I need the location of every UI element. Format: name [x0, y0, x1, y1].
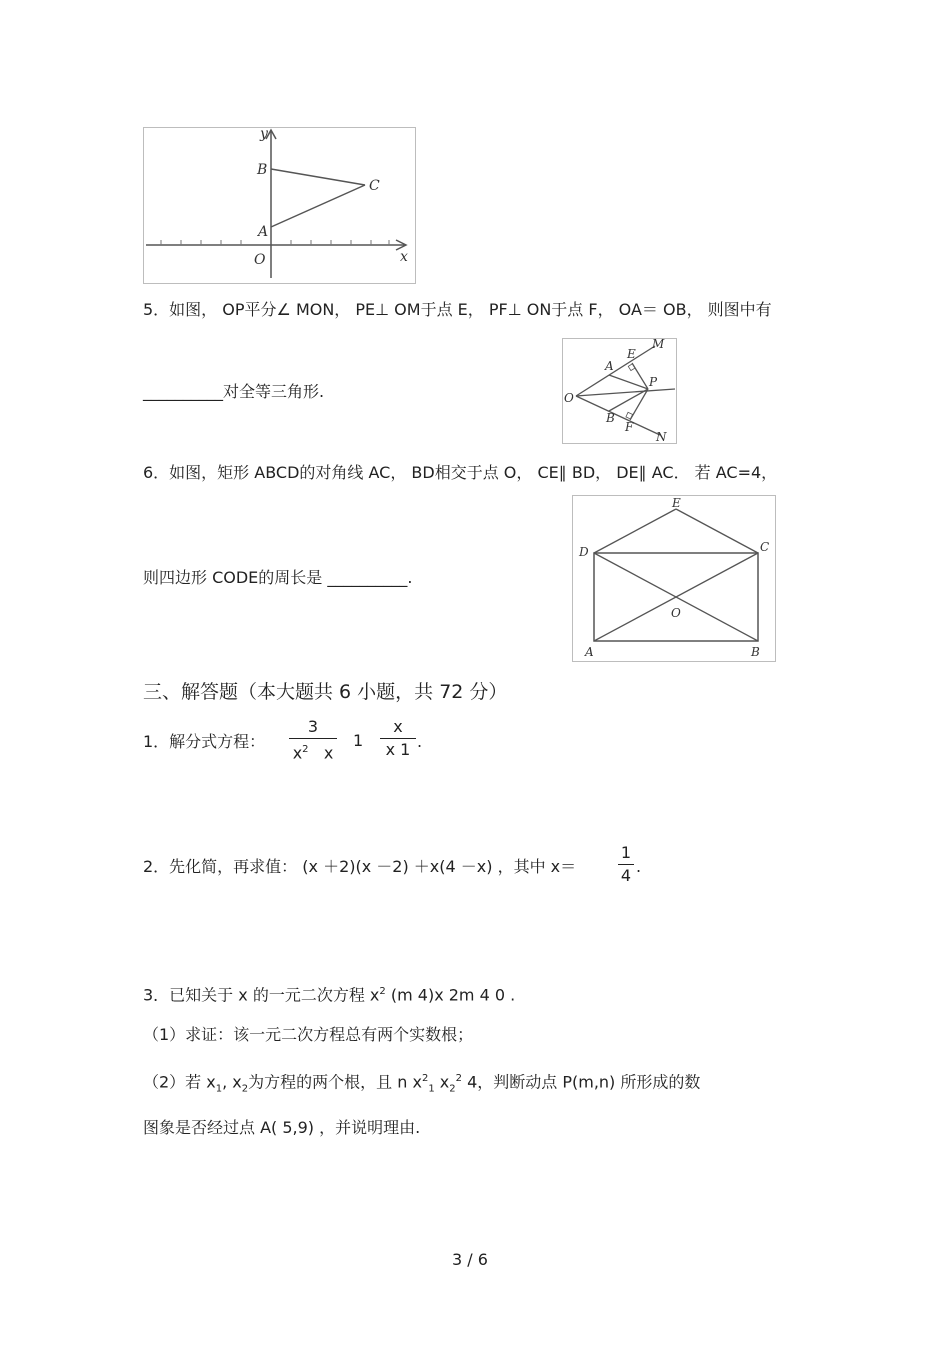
- p2-fraction: [618, 844, 634, 885]
- label-a: A: [605, 359, 614, 373]
- p3-part2-s2: 2: [241, 1083, 249, 1095]
- p1-frac1-den-sup: 2: [302, 744, 309, 755]
- label-n: N: [656, 430, 667, 443]
- label-o: O: [671, 606, 681, 620]
- q6-line2: [143, 568, 412, 588]
- label-f: F: [625, 420, 634, 434]
- p1-frac1-den-x: x: [292, 743, 303, 763]
- fraction-bar: [289, 738, 337, 739]
- label-b: B: [257, 162, 268, 178]
- q5-line1: 5．如图， OP平分∠ MON， PE⊥ OM于点 E， PF⊥ ON于点 F， OA＝ OB， 则图中有: [143, 300, 772, 319]
- figure-rectangle: [572, 495, 776, 662]
- p3-part2-sup2: 2: [455, 1073, 462, 1084]
- label-c: C: [369, 178, 380, 194]
- p3-part2-sup1: 2: [421, 1073, 429, 1084]
- p3-part2-line1: [143, 1069, 700, 1100]
- label-y: y: [260, 128, 268, 142]
- p3-line1-pre: 3．已知关于 x 的一元二次方程 x: [143, 985, 380, 1005]
- label-m: M: [652, 339, 665, 351]
- p3-part2-line2: 图象是否经过点 A( 5,9) ，并说明理由.: [143, 1118, 421, 1137]
- segment-bc: [271, 169, 365, 185]
- figure-angle-bisector: [562, 338, 677, 444]
- p1-middle: 1: [353, 731, 364, 750]
- p3-part2-c: 4，判断动点 P(m,n) 所形成的数: [462, 1072, 701, 1092]
- p2-text: 2．先化简，再求值： (x ＋2)(x －2) ＋x(4 －x) ，其中 x＝: [143, 857, 577, 876]
- label-e: E: [627, 347, 636, 361]
- p2-frac-denominator: 4: [620, 866, 632, 885]
- p1-frac2-denominator: x 1: [385, 740, 411, 759]
- p3-part1: （1）求证：该一元二次方程总有两个实数根；: [143, 1025, 474, 1044]
- q6-line1: 6．如图，矩形 ABCD的对角线 AC， BD相交于点 O， CE∥ BD， DE∥ AC． 若 AC=4，: [143, 463, 778, 482]
- label-x: x: [400, 249, 408, 265]
- label-o: O: [564, 391, 574, 405]
- angle-bisector-svg: [563, 339, 676, 443]
- p3-line1-post: (m 4)x 2m 4 0 .: [385, 985, 516, 1005]
- fraction-bar: [380, 738, 416, 739]
- p3-part2-mid: , x: [222, 1072, 242, 1092]
- label-d: D: [579, 545, 589, 559]
- p3-line1: [143, 982, 515, 1005]
- q6-blank: __________: [327, 568, 408, 587]
- p2-frac-numerator: 1: [620, 843, 632, 862]
- p1-prefix: 1．解分式方程：: [143, 732, 266, 751]
- label-o: O: [254, 252, 266, 268]
- label-e: E: [672, 496, 681, 510]
- label-b: B: [606, 411, 615, 425]
- ray-om: [576, 346, 655, 396]
- ray-on: [576, 396, 660, 435]
- p1-frac1-den-rest: x: [323, 743, 334, 763]
- page-number: 3 / 6: [452, 1250, 488, 1269]
- p1-end: .: [417, 732, 423, 751]
- p1-fraction-1: [289, 718, 337, 762]
- label-a: A: [585, 645, 594, 659]
- section-3-title: 三、解答题（本大题共 6 小题，共 72 分）: [143, 681, 508, 703]
- q6-line2-text: 则四边形 CODE的周长是: [143, 568, 323, 587]
- label-c: C: [760, 540, 770, 554]
- segment-pa: [609, 375, 648, 389]
- coordinate-triangle-svg: [144, 128, 415, 283]
- p3-line1-sup: 2: [379, 986, 386, 997]
- label-b: B: [751, 645, 760, 659]
- p3-part2-sub2: 2: [449, 1083, 456, 1095]
- segment-de: [594, 509, 676, 553]
- p2-end: .: [636, 857, 642, 876]
- p3-part2-pre: （2）若 x: [143, 1072, 216, 1092]
- p1-frac1-numerator: 3: [307, 717, 319, 736]
- q5-line2: [143, 382, 324, 402]
- p3-part2-b: x: [434, 1072, 450, 1092]
- p1-frac1-denominator: [289, 741, 337, 762]
- fraction-bar: [618, 864, 634, 865]
- p1-frac2-numerator: x: [393, 717, 403, 736]
- label-a: A: [258, 224, 269, 240]
- figure-coordinate-triangle: [143, 127, 416, 284]
- q6-line2-end: .: [407, 568, 413, 587]
- p3-part2-sub1: 1: [428, 1083, 435, 1095]
- segment-ce: [676, 509, 758, 553]
- segment-ac: [271, 185, 365, 227]
- p1-fraction-2: [380, 718, 416, 759]
- q5-line2-text: 对全等三角形.: [223, 382, 325, 401]
- label-p: P: [649, 375, 658, 389]
- p3-part2-a: 为方程的两个根，且 n x: [248, 1072, 422, 1092]
- rectangle-svg: [573, 496, 775, 661]
- p3-part2-s1: 1: [215, 1083, 223, 1095]
- ray-op: [576, 389, 675, 396]
- q5-blank: __________: [143, 382, 223, 401]
